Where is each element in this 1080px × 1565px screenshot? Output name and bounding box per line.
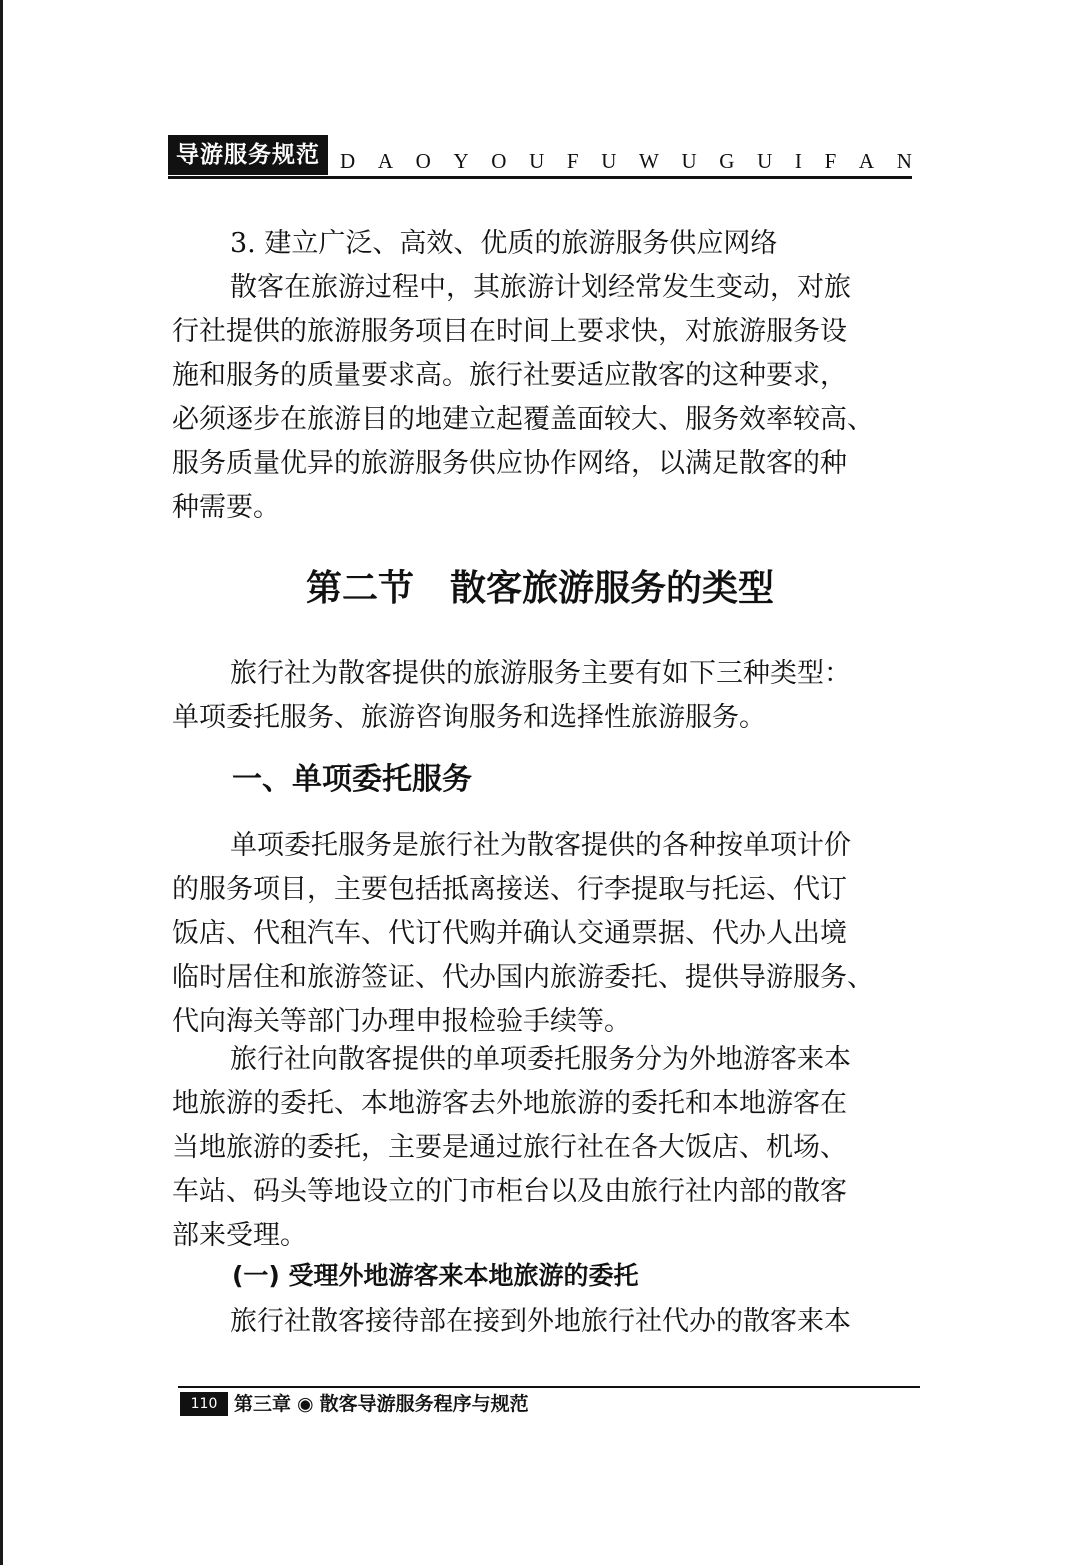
subsubsection-title: (一) 受理外地游客来本地旅游的委托 (232, 1261, 639, 1290)
body-line: 的服务项目，主要包括抵离接送、行李提取与托运、代订 (172, 874, 847, 905)
body-line: 部来受理。 (172, 1220, 307, 1251)
body-line: 车站、码头等地设立的门市柜台以及由旅行社内部的散客 (172, 1176, 847, 1207)
pinyin-letter: G (719, 149, 735, 173)
intro-line: 旅行社为散客提供的旅游服务主要有如下三种类型： (230, 658, 851, 689)
body-line: 旅行社向散客提供的单项委托服务分为外地游客来本 (230, 1044, 851, 1075)
pinyin-letter: U (601, 149, 617, 173)
footer-chapter-title: 散客导游服务程序与规范 (319, 1393, 529, 1415)
body-line: 旅行社散客接待部在接到外地旅行社代办的散客来本 (230, 1306, 851, 1337)
page-edge (0, 0, 3, 1565)
body-line: 临时居住和旅游签证、代办国内旅游委托、提供导游服务、 (172, 962, 874, 993)
running-footer (234, 1390, 529, 1418)
pinyin-letter: F (566, 149, 579, 173)
body-line: 代向海关等部门办理申报检验手续等。 (172, 1006, 631, 1037)
running-header-pinyin (340, 150, 912, 172)
pinyin-letter: D (340, 149, 356, 173)
pinyin-letter: U (529, 149, 545, 173)
item-3-heading: 3. 建立广泛、高效、优质的旅游服务供应网络 (230, 228, 778, 259)
pinyin-letter: N (896, 149, 912, 173)
pinyin-letter: Y (453, 149, 469, 173)
header-rule (168, 176, 912, 179)
body-line: 施和服务的质量要求高。旅行社要适应散客的这种要求， (172, 360, 847, 391)
pinyin-letter: O (491, 149, 507, 173)
page-number: 110 (180, 1392, 228, 1416)
running-header-label: 导游服务规范 (168, 135, 328, 175)
subsection-title: 一、单项委托服务 (232, 762, 472, 797)
pinyin-letter: U (681, 149, 697, 173)
body-line: 服务质量优异的旅游服务供应协作网络，以满足散客的种 (172, 448, 847, 479)
pinyin-letter: F (824, 149, 837, 173)
body-line: 饭店、代租汽车、代订代购并确认交通票据、代办人出境 (172, 918, 847, 949)
pinyin-letter: O (415, 149, 431, 173)
section-title: 第二节 散客旅游服务的类型 (305, 567, 774, 609)
body-line: 散客在旅游过程中，其旅游计划经常发生变动，对旅 (230, 272, 851, 303)
body-line: 单项委托服务是旅行社为散客提供的各种按单项计价 (230, 830, 851, 861)
body-line: 当地旅游的委托，主要是通过旅行社在各大饭店、机场、 (172, 1132, 847, 1163)
pinyin-letter: I (794, 149, 802, 173)
body-line: 种需要。 (172, 492, 280, 523)
body-line: 行社提供的旅游服务项目在时间上要求快，对旅游服务设 (172, 316, 847, 347)
intro-line: 单项委托服务、旅游咨询服务和选择性旅游服务。 (172, 702, 766, 733)
pinyin-letter: A (377, 149, 393, 173)
footer-chapter: 第三章 (234, 1393, 292, 1415)
pinyin-letter: W (639, 149, 659, 173)
pinyin-letter: A (858, 149, 875, 173)
footer-separator-icon: ◉ (297, 1393, 314, 1415)
footer-rule (178, 1386, 920, 1388)
pinyin-letter: U (757, 149, 773, 173)
body-line: 地旅游的委托、本地游客去外地旅游的委托和本地游客在 (172, 1088, 847, 1119)
body-line: 必须逐步在旅游目的地建立起覆盖面较大、服务效率较高、 (172, 404, 874, 435)
